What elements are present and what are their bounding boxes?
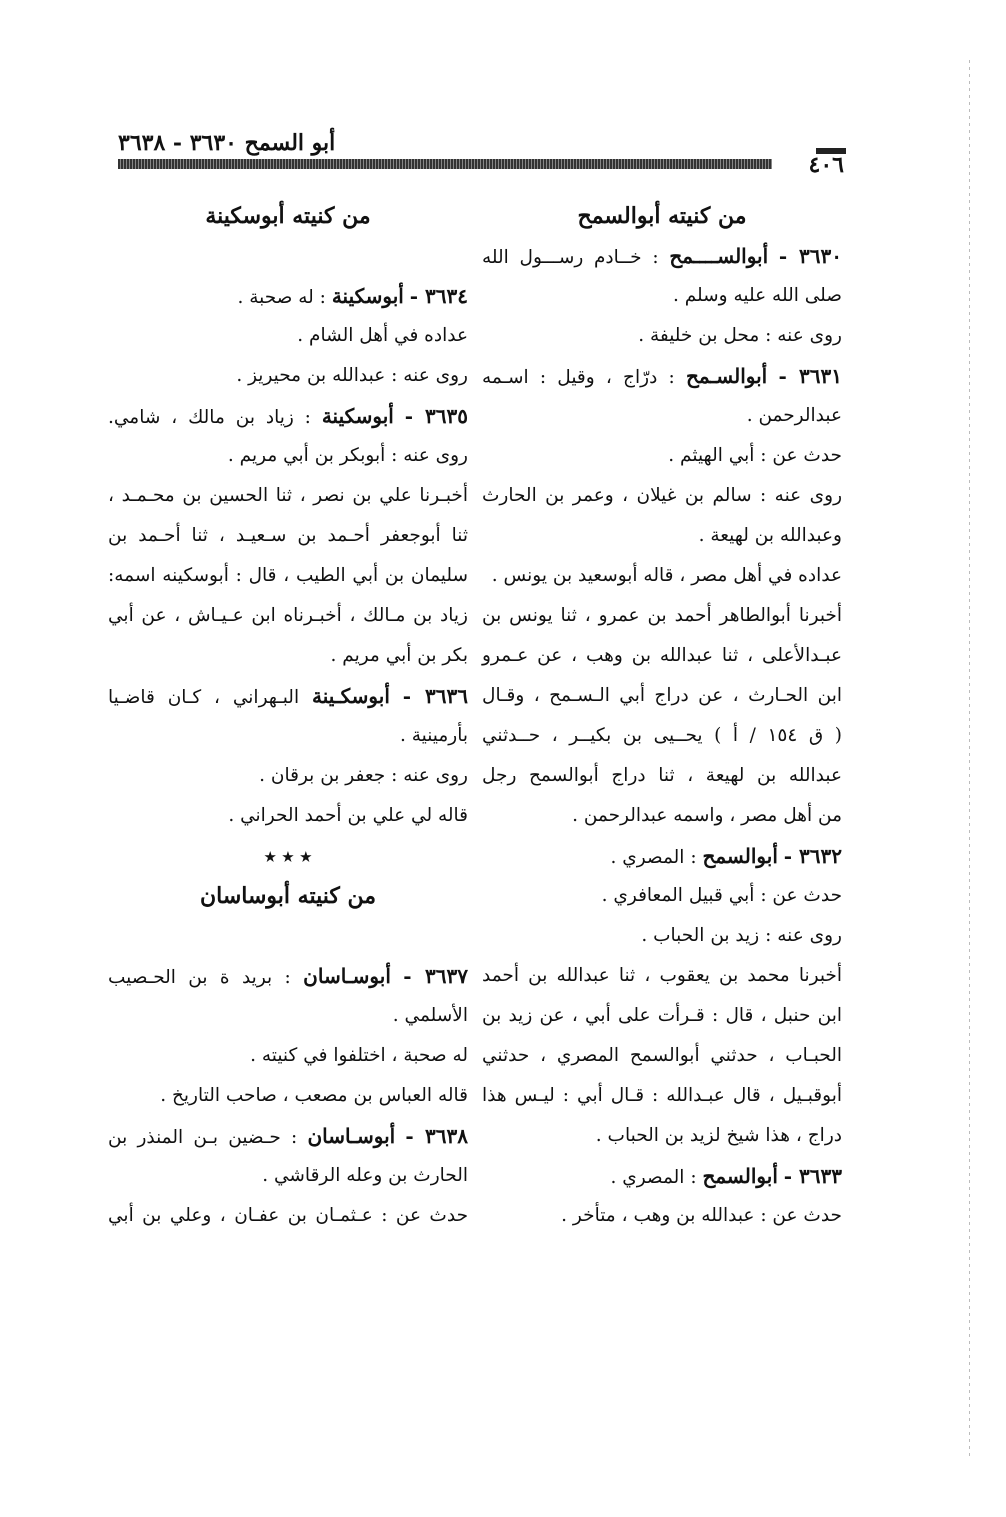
text-line bbox=[108, 516, 468, 556]
line-text: حدث عن : عـثمـان بن عفـان ، وعلي بن أبي bbox=[108, 1205, 468, 1226]
text-line bbox=[108, 436, 468, 476]
kunya-name: أبوالسمح bbox=[702, 1164, 778, 1188]
text-line bbox=[482, 516, 842, 556]
entry-start-line bbox=[482, 356, 842, 396]
text-line bbox=[482, 916, 842, 956]
text-line bbox=[482, 476, 842, 516]
text-line bbox=[482, 676, 842, 716]
spacer bbox=[108, 916, 468, 956]
text-line bbox=[108, 636, 468, 676]
line-text: عبـدالأعلى ، ثنا عبدالله بن وهب ، عن عـمرو bbox=[482, 645, 842, 666]
entry-number: ٣٦٣٧ - bbox=[403, 964, 468, 988]
text-line bbox=[482, 876, 842, 916]
line-text: : درّاج ، وقيل : اسـمه bbox=[482, 367, 675, 388]
text-line bbox=[108, 596, 468, 636]
entry-number: ٣٦٣٦ - bbox=[402, 684, 468, 708]
entry-number: ٣٦٣٤ - bbox=[409, 284, 468, 308]
right-column bbox=[482, 196, 842, 1236]
line-text: : المصري . bbox=[610, 1167, 697, 1188]
line-text: قاله لي علي بن أحمد الحراني . bbox=[228, 805, 468, 826]
line-text: دراج ، هذا شيخ لزيد بن الحباب . bbox=[595, 1125, 842, 1146]
entry-start-line bbox=[108, 956, 468, 996]
text-line bbox=[482, 596, 842, 636]
line-text: الأسلمي . bbox=[392, 1005, 468, 1026]
line-text: ابن الحـارث ، عن دراج أبي الـسـمح ، وقـال bbox=[482, 685, 842, 706]
text-line bbox=[482, 396, 842, 436]
entry-start-line bbox=[108, 396, 468, 436]
text-line bbox=[108, 756, 468, 796]
line-text: روى عنه : أبوبكر بن أبي مريم . bbox=[227, 445, 468, 466]
text-line bbox=[482, 1076, 842, 1116]
line-text: صلى الله عليه وسلم . bbox=[672, 285, 842, 306]
line-text: روى عنه : زيد بن الحباب . bbox=[641, 925, 842, 946]
text-line bbox=[108, 1036, 468, 1076]
line-text: عبدالرحمن . bbox=[746, 405, 842, 426]
line-text: حدث عن : عبدالله بن وهب ، متأخر . bbox=[561, 1205, 842, 1226]
text-line bbox=[108, 556, 468, 596]
line-text: الحارث بن وعله الرقاشي . bbox=[262, 1165, 468, 1186]
kunya-name: أبوسكينة bbox=[331, 284, 404, 308]
line-text: عداده في أهل مصر ، قاله أبوسعيد بن يونس . bbox=[491, 565, 842, 586]
entry-start-line bbox=[108, 676, 468, 716]
line-text: من أهل مصر ، واسمه عبدالرحمن . bbox=[572, 805, 842, 826]
text-line bbox=[108, 716, 468, 756]
line-text: قاله العباس بن مصعب ، صاحب التاريخ . bbox=[160, 1085, 468, 1106]
entry-number: ٣٦٣٢ - bbox=[783, 844, 842, 868]
entry-number: ٣٦٣٨ - bbox=[405, 1124, 468, 1148]
entry-start-line bbox=[108, 1116, 468, 1156]
section-heading: من كنيته أبوسكينة bbox=[205, 203, 371, 229]
text-line bbox=[108, 996, 468, 1036]
line-text: : بريد ة بن الحـصيب bbox=[108, 967, 291, 988]
text-line bbox=[482, 1036, 842, 1076]
text-line bbox=[482, 436, 842, 476]
kunya-name: أبوسـاسان bbox=[307, 1124, 396, 1148]
entry-number: ٣٦٣١ - bbox=[778, 364, 842, 388]
section-separator-stars: ٭ ٭ ٭ bbox=[264, 844, 312, 868]
entry-start-line bbox=[482, 236, 842, 276]
line-text: بكر بن أبي مريم . bbox=[330, 645, 468, 666]
line-text: حدث عن : أبي الهيثم . bbox=[668, 445, 842, 466]
text-line bbox=[482, 956, 842, 996]
line-text: : المصري . bbox=[610, 847, 697, 868]
line-text: روى عنه : عبدالله بن محيريز . bbox=[236, 365, 468, 386]
line-text: ثنا أبوجعفر أحـمد بن سـعيـد ، ثنا أحـمد بن bbox=[108, 525, 468, 546]
entry-number: ٣٦٣٠ - bbox=[778, 244, 843, 268]
line-text: سليمان بن أبي الطيب ، قال : أبوسكينه اسمه: bbox=[108, 565, 468, 586]
text-line bbox=[108, 1076, 468, 1116]
section-heading: من كنيته أبوساسان bbox=[199, 883, 377, 909]
line-text: البـهراني ، كـان قاضـيا bbox=[108, 687, 300, 708]
kunya-name: أبوسكينة bbox=[321, 404, 394, 428]
kunya-name: أبوسكـينة bbox=[311, 684, 390, 708]
text-line bbox=[482, 316, 842, 356]
text-line bbox=[482, 636, 842, 676]
text-line bbox=[108, 1156, 468, 1196]
line-text: أخبرنا محمد بن يعقوب ، ثنا عبدالله بن أحمد bbox=[482, 965, 842, 986]
line-text: أخبـرنا علي بن نصر ، ثنا الحسين بن محـمـد ، bbox=[108, 485, 468, 506]
entry-number: ٣٦٣٣ - bbox=[783, 1164, 842, 1188]
line-text: الحبـاب ، حدثني أبوالسمح المصري ، حدثني bbox=[482, 1045, 842, 1066]
line-text: ابن حنبل ، قال : قـرأت على أبي ، عن زيد بن bbox=[482, 1005, 842, 1026]
kunya-name: أبوالســــمح bbox=[669, 244, 769, 268]
scan-edge-mark bbox=[969, 60, 970, 1460]
header-rule bbox=[118, 159, 772, 169]
line-text: : خــادم رســـول الله bbox=[482, 247, 659, 268]
text-line bbox=[482, 1116, 842, 1156]
text-line bbox=[482, 996, 842, 1036]
line-text: ( ق ١٥٤ / أ ) يحــيى بن بكيــر ، حــدثني bbox=[482, 725, 843, 746]
line-text: بأرمينية . bbox=[399, 725, 468, 746]
line-text: حدث عن : أبي قبيل المعافري . bbox=[601, 885, 842, 906]
line-text: : له صحبة . bbox=[237, 287, 326, 308]
text-line bbox=[482, 556, 842, 596]
kunya-name: أبوسـاسان bbox=[303, 964, 391, 988]
text-line bbox=[482, 756, 842, 796]
line-text: له صحبة ، اختلفوا في كنيته . bbox=[250, 1045, 468, 1066]
entry-start-line bbox=[108, 276, 468, 316]
line-text: عبدالله بن لهيعة ، ثنا دراج أبوالسمح رجل bbox=[482, 765, 842, 786]
entry-start-line bbox=[482, 1156, 842, 1196]
text-line bbox=[108, 796, 468, 836]
text-line bbox=[108, 1196, 468, 1236]
line-text: روى عنه : سالم بن غيلان ، وعمر بن الحارث bbox=[482, 485, 842, 506]
text-line bbox=[482, 1196, 842, 1236]
text-line bbox=[482, 796, 842, 836]
text-line bbox=[108, 356, 468, 396]
entry-number: ٣٦٣٥ - bbox=[404, 404, 468, 428]
spacer bbox=[108, 236, 468, 276]
line-text: أبوقبـيل ، قال عبـدالله : قـال أبي : ليـس هذا bbox=[482, 1085, 842, 1106]
line-text: أخبرنا أبوالطاهر أحمد بن عمرو ، ثنا يونس بن bbox=[482, 605, 842, 626]
running-title: أبو السمح ٣٦٣٠ - ٣٦٣٨ bbox=[118, 130, 336, 156]
line-text: : زياد بن مالك ، شامي. bbox=[108, 407, 311, 428]
line-text: : حـضين بـن المنذر بن bbox=[108, 1127, 298, 1148]
line-text: روى عنه : محل بن خليفة . bbox=[638, 325, 842, 346]
text-line bbox=[108, 476, 468, 516]
kunya-name: أبوالسمح bbox=[702, 844, 778, 868]
page-header bbox=[118, 128, 846, 184]
kunya-name: أبوالسـمح bbox=[685, 364, 768, 388]
text-line bbox=[108, 316, 468, 356]
line-text: عداده في أهل الشام . bbox=[297, 325, 468, 346]
section-heading: من كنيته أبوالسمح bbox=[577, 203, 747, 229]
page-number: ٤٠٦ bbox=[808, 152, 844, 178]
text-line bbox=[482, 716, 842, 756]
entry-start-line bbox=[482, 836, 842, 876]
line-text: وعبدالله بن لهيعة . bbox=[698, 525, 842, 546]
left-column bbox=[108, 196, 468, 1236]
line-text: زياد بن مـالك ، أخبـرناه ابن عـيـاش ، عن أبي bbox=[108, 605, 468, 626]
text-line bbox=[482, 276, 842, 316]
line-text: روى عنه : جعفر بن برقان . bbox=[259, 765, 468, 786]
